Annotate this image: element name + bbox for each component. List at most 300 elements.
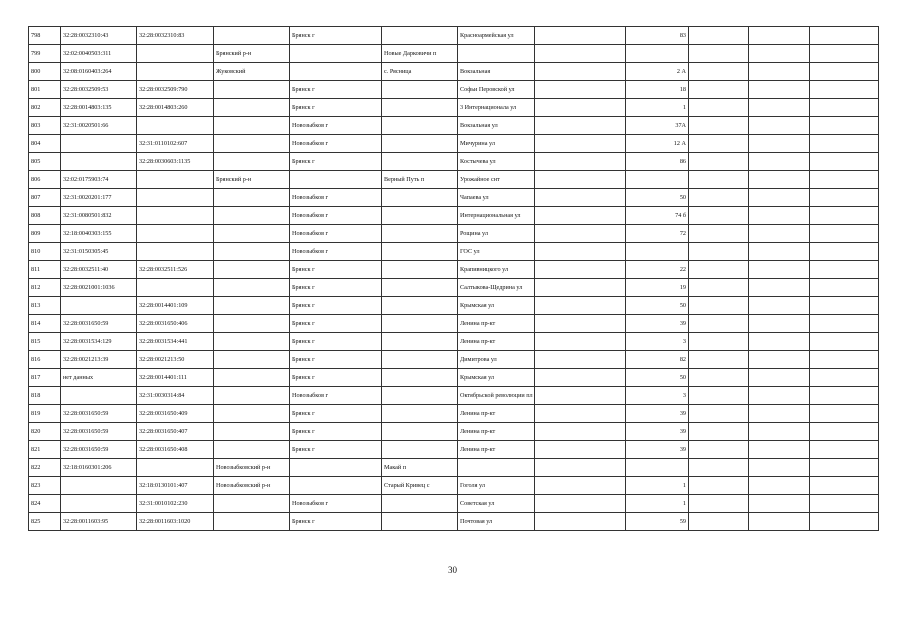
blank-cell: [689, 27, 749, 45]
cadastral-number-cell: 32:31:0020501:66: [61, 117, 137, 135]
blank-cell: [749, 207, 810, 225]
row-number-cell: 801: [29, 81, 61, 99]
table-row: [29, 207, 879, 225]
blank-cell: [535, 315, 626, 333]
row-number-cell: 799: [29, 45, 61, 63]
street-cell: Красноармейская ул: [458, 27, 535, 45]
house-number-cell: 19: [626, 279, 689, 297]
blank-cell: [535, 369, 626, 387]
blank-cell: [535, 225, 626, 243]
table-row: [29, 315, 879, 333]
table-row: [29, 27, 879, 45]
building-cadastral-cell: 32:28:0014401:109: [137, 297, 214, 315]
district-cell: [214, 387, 290, 405]
blank-cell: [749, 261, 810, 279]
cadastral-number-cell: 32:28:0031650:59: [61, 423, 137, 441]
blank-cell: [749, 117, 810, 135]
table-row: [29, 477, 879, 495]
building-cadastral-cell: 32:28:0031650:407: [137, 423, 214, 441]
blank-cell: [689, 297, 749, 315]
table-row: [29, 441, 879, 459]
house-number-cell: 72: [626, 225, 689, 243]
street-cell: [458, 459, 535, 477]
blank-cell: [749, 513, 810, 531]
blank-cell: [810, 279, 879, 297]
building-cadastral-cell: 32:28:0031534:441: [137, 333, 214, 351]
cadastral-number-cell: 32:28:0021213:39: [61, 351, 137, 369]
settlement-cell: с. Рясница: [382, 63, 458, 81]
table-row: [29, 387, 879, 405]
blank-cell: [689, 423, 749, 441]
settlement-cell: [382, 351, 458, 369]
blank-cell: [689, 369, 749, 387]
street-cell: Мичурина ул: [458, 135, 535, 153]
blank-cell: [535, 135, 626, 153]
blank-cell: [810, 513, 879, 531]
blank-cell: [535, 171, 626, 189]
cadastral-number-cell: 32:28:0011603:95: [61, 513, 137, 531]
page-number: 30: [448, 565, 457, 575]
settlement-cell: [382, 81, 458, 99]
building-cadastral-cell: [137, 171, 214, 189]
settlement-cell: Верный Путь п: [382, 171, 458, 189]
cadastral-number-cell: [61, 387, 137, 405]
building-cadastral-cell: 32:18:0130101:407: [137, 477, 214, 495]
street-cell: Крымская ул: [458, 369, 535, 387]
blank-cell: [749, 189, 810, 207]
row-number-cell: 823: [29, 477, 61, 495]
district-cell: [214, 153, 290, 171]
city-cell: Брянск г: [290, 513, 382, 531]
district-cell: [214, 297, 290, 315]
blank-cell: [749, 63, 810, 81]
table-row: [29, 261, 879, 279]
table-row: [29, 225, 879, 243]
blank-cell: [689, 63, 749, 81]
city-cell: Брянск г: [290, 423, 382, 441]
city-cell: Новозыбков г: [290, 189, 382, 207]
city-cell: Брянск г: [290, 261, 382, 279]
building-cadastral-cell: 32:31:0030314:84: [137, 387, 214, 405]
cadastral-number-cell: 32:28:0021001:1036: [61, 279, 137, 297]
blank-cell: [535, 279, 626, 297]
street-cell: Ленина пр-кт: [458, 333, 535, 351]
street-cell: Советская ул: [458, 495, 535, 513]
street-cell: Димитрова ул: [458, 351, 535, 369]
blank-cell: [810, 297, 879, 315]
building-cadastral-cell: 32:28:0031650:406: [137, 315, 214, 333]
blank-cell: [689, 261, 749, 279]
house-number-cell: 50: [626, 369, 689, 387]
blank-cell: [749, 441, 810, 459]
house-number-cell: 3: [626, 333, 689, 351]
table-row: [29, 81, 879, 99]
building-cadastral-cell: 32:28:0032511:526: [137, 261, 214, 279]
district-cell: [214, 117, 290, 135]
settlement-cell: Старый Кривец с: [382, 477, 458, 495]
street-cell: Крапивницкого ул: [458, 261, 535, 279]
blank-cell: [535, 27, 626, 45]
blank-cell: [749, 387, 810, 405]
building-cadastral-cell: 32:31:0010102:230: [137, 495, 214, 513]
blank-cell: [689, 279, 749, 297]
blank-cell: [535, 387, 626, 405]
house-number-cell: 39: [626, 405, 689, 423]
street-cell: Интернациональная ул: [458, 207, 535, 225]
row-number-cell: 815: [29, 333, 61, 351]
city-cell: Брянск г: [290, 315, 382, 333]
blank-cell: [810, 477, 879, 495]
blank-cell: [535, 207, 626, 225]
table-row: [29, 243, 879, 261]
settlement-cell: [382, 279, 458, 297]
cadastral-number-cell: нет данных: [61, 369, 137, 387]
settlement-cell: Новые Дарковичи п: [382, 45, 458, 63]
settlement-cell: [382, 135, 458, 153]
street-cell: Чапаева ул: [458, 189, 535, 207]
house-number-cell: 39: [626, 441, 689, 459]
blank-cell: [535, 441, 626, 459]
city-cell: Брянск г: [290, 153, 382, 171]
table-row: [29, 459, 879, 477]
cadastral-number-cell: 32:28:0031650:59: [61, 315, 137, 333]
row-number-cell: 798: [29, 27, 61, 45]
house-number-cell: 82: [626, 351, 689, 369]
settlement-cell: [382, 423, 458, 441]
street-cell: Вокзальная: [458, 63, 535, 81]
blank-cell: [810, 171, 879, 189]
city-cell: Новозыбков г: [290, 495, 382, 513]
building-cadastral-cell: [137, 189, 214, 207]
blank-cell: [535, 63, 626, 81]
cadastral-number-cell: 32:31:0080501:832: [61, 207, 137, 225]
house-number-cell: 2 А: [626, 63, 689, 81]
cadastral-number-cell: [61, 135, 137, 153]
blank-cell: [749, 135, 810, 153]
cadastral-number-cell: [61, 297, 137, 315]
street-cell: Ленина пр-кт: [458, 423, 535, 441]
blank-cell: [535, 45, 626, 63]
blank-cell: [749, 459, 810, 477]
cadastral-number-cell: 32:31:0020201:177: [61, 189, 137, 207]
street-cell: Костычева ул: [458, 153, 535, 171]
settlement-cell: [382, 117, 458, 135]
district-cell: [214, 423, 290, 441]
city-cell: Новозыбков г: [290, 207, 382, 225]
blank-cell: [810, 369, 879, 387]
street-cell: Салтыкова-Щедрина ул: [458, 279, 535, 297]
city-cell: Новозыбков г: [290, 387, 382, 405]
row-number-cell: 816: [29, 351, 61, 369]
house-number-cell: 74 б: [626, 207, 689, 225]
cadastral-number-cell: 32:18:0160301:206: [61, 459, 137, 477]
blank-cell: [810, 63, 879, 81]
street-cell: Гоголя ул: [458, 477, 535, 495]
cadastral-number-cell: 32:18:0040303:155: [61, 225, 137, 243]
row-number-cell: 820: [29, 423, 61, 441]
blank-cell: [689, 135, 749, 153]
blank-cell: [535, 117, 626, 135]
street-cell: Софьи Перовской ул: [458, 81, 535, 99]
building-cadastral-cell: 32:31:0110102:607: [137, 135, 214, 153]
row-number-cell: 812: [29, 279, 61, 297]
house-number-cell: 1: [626, 477, 689, 495]
blank-cell: [749, 423, 810, 441]
city-cell: [290, 171, 382, 189]
row-number-cell: 822: [29, 459, 61, 477]
blank-cell: [689, 207, 749, 225]
blank-cell: [810, 495, 879, 513]
blank-cell: [749, 171, 810, 189]
blank-cell: [689, 441, 749, 459]
house-number-cell: 12 А: [626, 135, 689, 153]
street-cell: Почтовая ул: [458, 513, 535, 531]
blank-cell: [689, 99, 749, 117]
blank-cell: [749, 297, 810, 315]
district-cell: Брянский р-н: [214, 45, 290, 63]
house-number-cell: [626, 243, 689, 261]
table-body: [29, 27, 879, 531]
district-cell: [214, 135, 290, 153]
district-cell: [214, 27, 290, 45]
district-cell: [214, 405, 290, 423]
district-cell: [214, 279, 290, 297]
house-number-cell: 1: [626, 99, 689, 117]
blank-cell: [810, 135, 879, 153]
row-number-cell: 802: [29, 99, 61, 117]
district-cell: [214, 333, 290, 351]
building-cadastral-cell: 32:28:0031650:408: [137, 441, 214, 459]
blank-cell: [689, 333, 749, 351]
house-number-cell: 50: [626, 189, 689, 207]
house-number-cell: 3: [626, 387, 689, 405]
cadastral-number-cell: 32:28:0014803:135: [61, 99, 137, 117]
settlement-cell: [382, 513, 458, 531]
district-cell: Новозыбковский р-н: [214, 459, 290, 477]
building-cadastral-cell: 32:28:0031650:409: [137, 405, 214, 423]
settlement-cell: [382, 297, 458, 315]
city-cell: Брянск г: [290, 81, 382, 99]
table-row: [29, 135, 879, 153]
blank-cell: [810, 423, 879, 441]
building-cadastral-cell: 32:28:0011603:1020: [137, 513, 214, 531]
settlement-cell: [382, 315, 458, 333]
blank-cell: [810, 387, 879, 405]
table-row: [29, 63, 879, 81]
district-cell: Жуковский: [214, 63, 290, 81]
blank-cell: [535, 477, 626, 495]
blank-cell: [689, 513, 749, 531]
settlement-cell: [382, 27, 458, 45]
building-cadastral-cell: [137, 225, 214, 243]
city-cell: Брянск г: [290, 333, 382, 351]
district-cell: [214, 261, 290, 279]
settlement-cell: [382, 387, 458, 405]
blank-cell: [749, 477, 810, 495]
city-cell: Новозыбков г: [290, 117, 382, 135]
cadastral-number-cell: 32:28:0031650:59: [61, 441, 137, 459]
house-number-cell: 39: [626, 315, 689, 333]
blank-cell: [749, 153, 810, 171]
blank-cell: [689, 81, 749, 99]
blank-cell: [689, 243, 749, 261]
blank-cell: [810, 261, 879, 279]
cadastral-number-cell: 32:28:0032310:43: [61, 27, 137, 45]
table-row: [29, 99, 879, 117]
blank-cell: [749, 495, 810, 513]
blank-cell: [810, 351, 879, 369]
blank-cell: [689, 351, 749, 369]
blank-cell: [689, 225, 749, 243]
district-cell: [214, 99, 290, 117]
settlement-cell: [382, 333, 458, 351]
city-cell: [290, 477, 382, 495]
blank-cell: [810, 45, 879, 63]
city-cell: Брянск г: [290, 441, 382, 459]
blank-cell: [749, 315, 810, 333]
blank-cell: [689, 117, 749, 135]
blank-cell: [689, 315, 749, 333]
building-cadastral-cell: 32:28:0030603:1135: [137, 153, 214, 171]
city-cell: Брянск г: [290, 369, 382, 387]
blank-cell: [810, 27, 879, 45]
row-number-cell: 825: [29, 513, 61, 531]
city-cell: Брянск г: [290, 351, 382, 369]
blank-cell: [689, 495, 749, 513]
cadastral-number-cell: 32:02:0175903:74: [61, 171, 137, 189]
row-number-cell: 800: [29, 63, 61, 81]
district-cell: [214, 225, 290, 243]
row-number-cell: 814: [29, 315, 61, 333]
blank-cell: [689, 459, 749, 477]
city-cell: Брянск г: [290, 405, 382, 423]
cadastral-number-cell: 32:28:0032511:40: [61, 261, 137, 279]
building-cadastral-cell: 32:28:0021213:50: [137, 351, 214, 369]
blank-cell: [749, 99, 810, 117]
building-cadastral-cell: [137, 279, 214, 297]
cadastral-number-cell: 32:28:0031650:59: [61, 405, 137, 423]
settlement-cell: [382, 153, 458, 171]
district-cell: [214, 351, 290, 369]
row-number-cell: 803: [29, 117, 61, 135]
row-number-cell: 819: [29, 405, 61, 423]
cadastral-number-cell: 32:28:0031534:129: [61, 333, 137, 351]
settlement-cell: Макай п: [382, 459, 458, 477]
house-number-cell: 37А: [626, 117, 689, 135]
building-cadastral-cell: 32:28:0032509:790: [137, 81, 214, 99]
blank-cell: [749, 225, 810, 243]
district-cell: [214, 369, 290, 387]
settlement-cell: [382, 207, 458, 225]
building-cadastral-cell: [137, 243, 214, 261]
house-number-cell: 50: [626, 297, 689, 315]
street-cell: ГОС ул: [458, 243, 535, 261]
house-number-cell: [626, 171, 689, 189]
blank-cell: [535, 261, 626, 279]
blank-cell: [749, 369, 810, 387]
cadastral-number-cell: 32:08:0160403:264: [61, 63, 137, 81]
building-cadastral-cell: 32:28:0014803:260: [137, 99, 214, 117]
district-cell: Новозыбковский р-н: [214, 477, 290, 495]
table-row: [29, 117, 879, 135]
table-row: [29, 495, 879, 513]
row-number-cell: 824: [29, 495, 61, 513]
blank-cell: [535, 297, 626, 315]
city-cell: Брянск г: [290, 279, 382, 297]
district-cell: [214, 243, 290, 261]
registry-table: [28, 26, 879, 531]
settlement-cell: [382, 243, 458, 261]
table-row: [29, 279, 879, 297]
blank-cell: [810, 405, 879, 423]
row-number-cell: 810: [29, 243, 61, 261]
row-number-cell: 821: [29, 441, 61, 459]
table-row: [29, 423, 879, 441]
settlement-cell: [382, 189, 458, 207]
blank-cell: [749, 333, 810, 351]
blank-cell: [810, 81, 879, 99]
table-row: [29, 189, 879, 207]
blank-cell: [535, 99, 626, 117]
blank-cell: [749, 405, 810, 423]
row-number-cell: 813: [29, 297, 61, 315]
blank-cell: [749, 27, 810, 45]
building-cadastral-cell: [137, 45, 214, 63]
cadastral-number-cell: [61, 477, 137, 495]
building-cadastral-cell: [137, 207, 214, 225]
house-number-cell: 59: [626, 513, 689, 531]
district-cell: [214, 513, 290, 531]
blank-cell: [535, 423, 626, 441]
city-cell: Новозыбков г: [290, 135, 382, 153]
city-cell: Брянск г: [290, 297, 382, 315]
street-cell: Урожайное снт: [458, 171, 535, 189]
street-cell: Крымская ул: [458, 297, 535, 315]
blank-cell: [810, 459, 879, 477]
blank-cell: [810, 153, 879, 171]
blank-cell: [535, 243, 626, 261]
house-number-cell: 1: [626, 495, 689, 513]
city-cell: [290, 63, 382, 81]
district-cell: [214, 315, 290, 333]
row-number-cell: 806: [29, 171, 61, 189]
blank-cell: [749, 81, 810, 99]
blank-cell: [535, 459, 626, 477]
building-cadastral-cell: [137, 63, 214, 81]
house-number-cell: 18: [626, 81, 689, 99]
blank-cell: [535, 405, 626, 423]
blank-cell: [689, 405, 749, 423]
blank-cell: [810, 99, 879, 117]
row-number-cell: 807: [29, 189, 61, 207]
building-cadastral-cell: 32:28:0014401:111: [137, 369, 214, 387]
building-cadastral-cell: [137, 459, 214, 477]
blank-cell: [535, 81, 626, 99]
table-row: [29, 171, 879, 189]
row-number-cell: 805: [29, 153, 61, 171]
building-cadastral-cell: 32:28:0032310:83: [137, 27, 214, 45]
street-cell: Рощина ул: [458, 225, 535, 243]
street-cell: [458, 45, 535, 63]
city-cell: Брянск г: [290, 99, 382, 117]
blank-cell: [810, 315, 879, 333]
district-cell: [214, 189, 290, 207]
settlement-cell: [382, 369, 458, 387]
cadastral-number-cell: [61, 495, 137, 513]
settlement-cell: [382, 99, 458, 117]
settlement-cell: [382, 495, 458, 513]
blank-cell: [535, 513, 626, 531]
